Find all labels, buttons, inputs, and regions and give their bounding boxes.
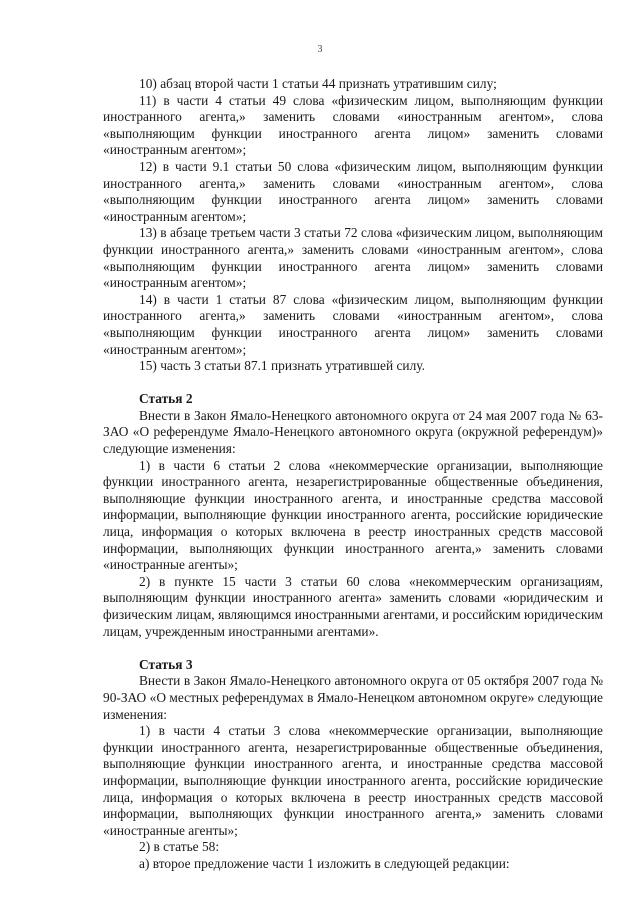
list-item-14: 14) в части 1 статьи 87 слова «физическим лицом, выполняющим функции иностранного агента,» заменить словами «иностранным агентом», слова «выполняющим функции иностранного агента лицом» заменить словами «иностранным агентом»; xyxy=(103,291,603,357)
section-gap xyxy=(103,640,603,657)
article-2-item-2: 2) в пункте 15 части 3 статьи 60 слова «некоммерческим организациям, выполняющим функции иностранного агента» заменить словами «юридическим и физическим лицам, являющимся иностранными агентами, и российским юридическим лицам, учрежденным иностранными агентами». xyxy=(103,573,603,639)
article-3-intro: Внести в Закон Ямало-Ненецкого автономного округа от 05 октября 2007 года № 90-ЗАО «О местных референдумах в Ямало-Ненецком автономном округе» следующие изменения: xyxy=(103,673,603,722)
list-item-12: 12) в части 9.1 статьи 50 слова «физическим лицом, выполняющим функции иностранного агента,» заменить словами «иностранным агентом», слова «выполняющим функции иностранного агента лицом» заменить словами «иностранным агентом»; xyxy=(103,158,603,224)
article-3-item-2: 2) в статье 58: xyxy=(139,839,220,855)
document-body xyxy=(103,76,603,873)
article-3-item-1: 1) в части 4 статьи 3 слова «некоммерческие организации, выполняющие функции иностранного агента, незарегистрированные общественные объединения, выполняющие функции иностранного агента, и иностранные средства массовой информации, выполняющие функции иностранного агента, российские юридические лица, информация о которых включена в реестр иностранных средств массовой информации, выполняющих функции иностранного агента,» заменить словами «иностранные агенты»; xyxy=(103,723,603,838)
list-item-13: 13) в абзаце третьем части 3 статьи 72 слова «физическим лицом, выполняющим функции иностранного агента,» заменить словами «иностранным агентом», слова «выполняющим функции иностранного агента лицом» заменить словами «иностранным агентом»; xyxy=(103,225,603,291)
article-3-item-2a: а) второе предложение части 1 изложить в следующей редакции: xyxy=(139,855,510,871)
article-2-item-1: 1) в части 6 статьи 2 слова «некоммерческие организации, выполняющие функции иностранного агента, незарегистрированные общественные объединения, выполняющие функции иностранного агента, и иностранные средства массовой информации, выполняющие функции иностранного агента, российские юридические лица, информация о которых включена в реестр иностранных средств массовой информации, выполняющих функции иностранного агента,» заменить словами «иностранные агенты»; xyxy=(103,457,603,573)
section-gap xyxy=(103,375,603,392)
list-item-10: 10) абзац второй части 1 статьи 44 признать утратившим силу; xyxy=(139,76,497,91)
article-3-heading: Статья 3 xyxy=(139,656,193,672)
list-item-11: 11) в части 4 статьи 49 слова «физическим лицом, выполняющим функции иностранного агента,» заменить словами «иностранным агентом», слова «выполняющим функции иностранного агента лицом» заменить словами «иностранным агентом»; xyxy=(103,92,603,158)
page-number: 3 xyxy=(317,44,323,55)
list-item-15: 15) часть 3 статьи 87.1 признать утратившей силу. xyxy=(139,358,425,374)
article-2-intro: Внести в Закон Ямало-Ненецкого автономного округа от 24 мая 2007 года № 63-ЗАО «О референдуме Ямало-Ненецкого автономного округа (окружной референдум)» следующие изменения: xyxy=(103,407,603,457)
article-2-heading: Статья 2 xyxy=(139,391,193,407)
